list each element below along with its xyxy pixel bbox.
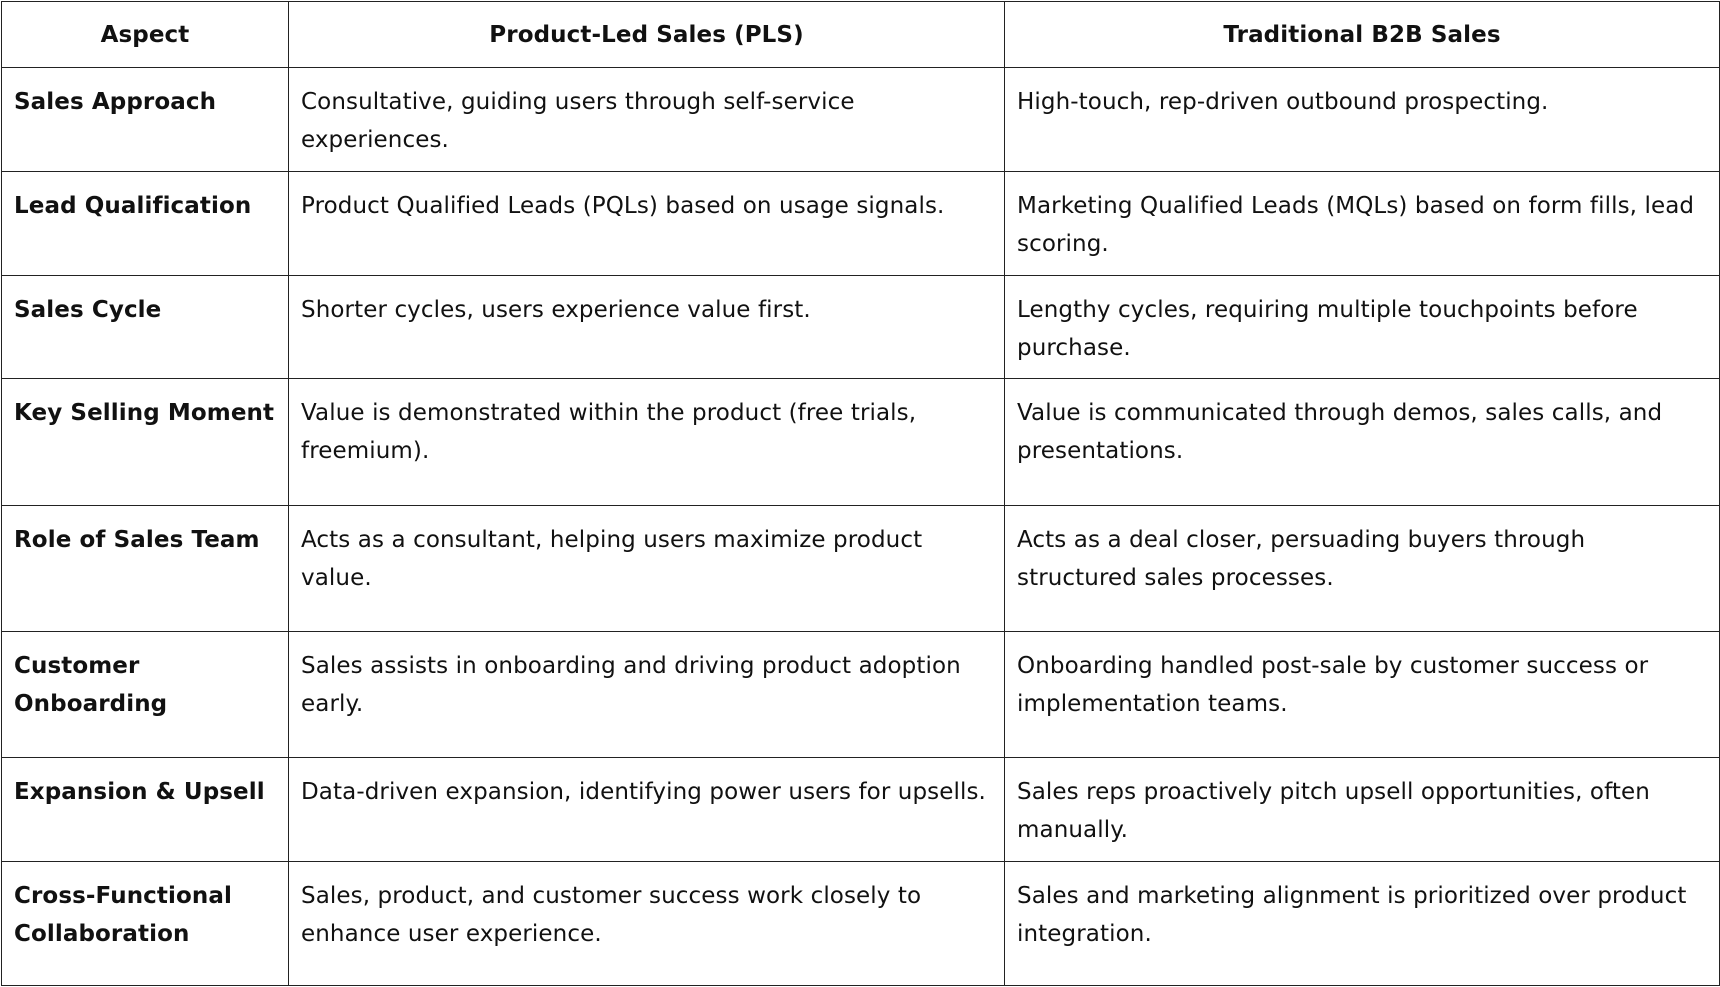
table-body [2,68,1720,986]
cell-pls: Data-driven expansion, identifying power users for upsells. [289,758,1005,862]
cell-pls: Sales assists in onboarding and driving product adoption early. [289,632,1005,758]
header-pls: Product-Led Sales (PLS) [289,2,1005,68]
cell-pls: Shorter cycles, users experience value first. [289,276,1005,379]
table-row [2,276,1720,379]
cell-aspect: Customer Onboarding [2,632,289,758]
cell-traditional: Sales reps proactively pitch upsell opportunities, often manually. [1005,758,1720,862]
cell-aspect: Sales Approach [2,68,289,172]
table-row [2,632,1720,758]
table-row [2,68,1720,172]
cell-pls: Value is demonstrated within the product (free trials, freemium). [289,379,1005,506]
header-traditional: Traditional B2B Sales [1005,2,1720,68]
cell-pls: Sales, product, and customer success work closely to enhance user experience. [289,862,1005,986]
cell-pls: Product Qualified Leads (PQLs) based on usage signals. [289,172,1005,276]
cell-traditional: Marketing Qualified Leads (MQLs) based on form fills, lead scoring. [1005,172,1720,276]
table-row [2,758,1720,862]
comparison-table [1,1,1720,986]
cell-traditional: High-touch, rep-driven outbound prospecting. [1005,68,1720,172]
cell-aspect: Lead Qualification [2,172,289,276]
table-row [2,506,1720,632]
cell-traditional: Sales and marketing alignment is prioritized over product integration. [1005,862,1720,986]
table-row [2,172,1720,276]
cell-pls: Consultative, guiding users through self-service experiences. [289,68,1005,172]
cell-aspect: Role of Sales Team [2,506,289,632]
cell-aspect: Cross-Functional Collaboration [2,862,289,986]
table-header [2,2,1720,68]
cell-aspect: Sales Cycle [2,276,289,379]
cell-aspect: Key Selling Moment [2,379,289,506]
cell-traditional: Value is communicated through demos, sales calls, and presentations. [1005,379,1720,506]
cell-pls: Acts as a consultant, helping users maximize product value. [289,506,1005,632]
header-row [2,2,1720,68]
table-row [2,379,1720,506]
table-row [2,862,1720,986]
header-aspect: Aspect [2,2,289,68]
cell-traditional: Acts as a deal closer, persuading buyers through structured sales processes. [1005,506,1720,632]
cell-traditional: Lengthy cycles, requiring multiple touchpoints before purchase. [1005,276,1720,379]
cell-traditional: Onboarding handled post-sale by customer success or implementation teams. [1005,632,1720,758]
cell-aspect: Expansion & Upsell [2,758,289,862]
